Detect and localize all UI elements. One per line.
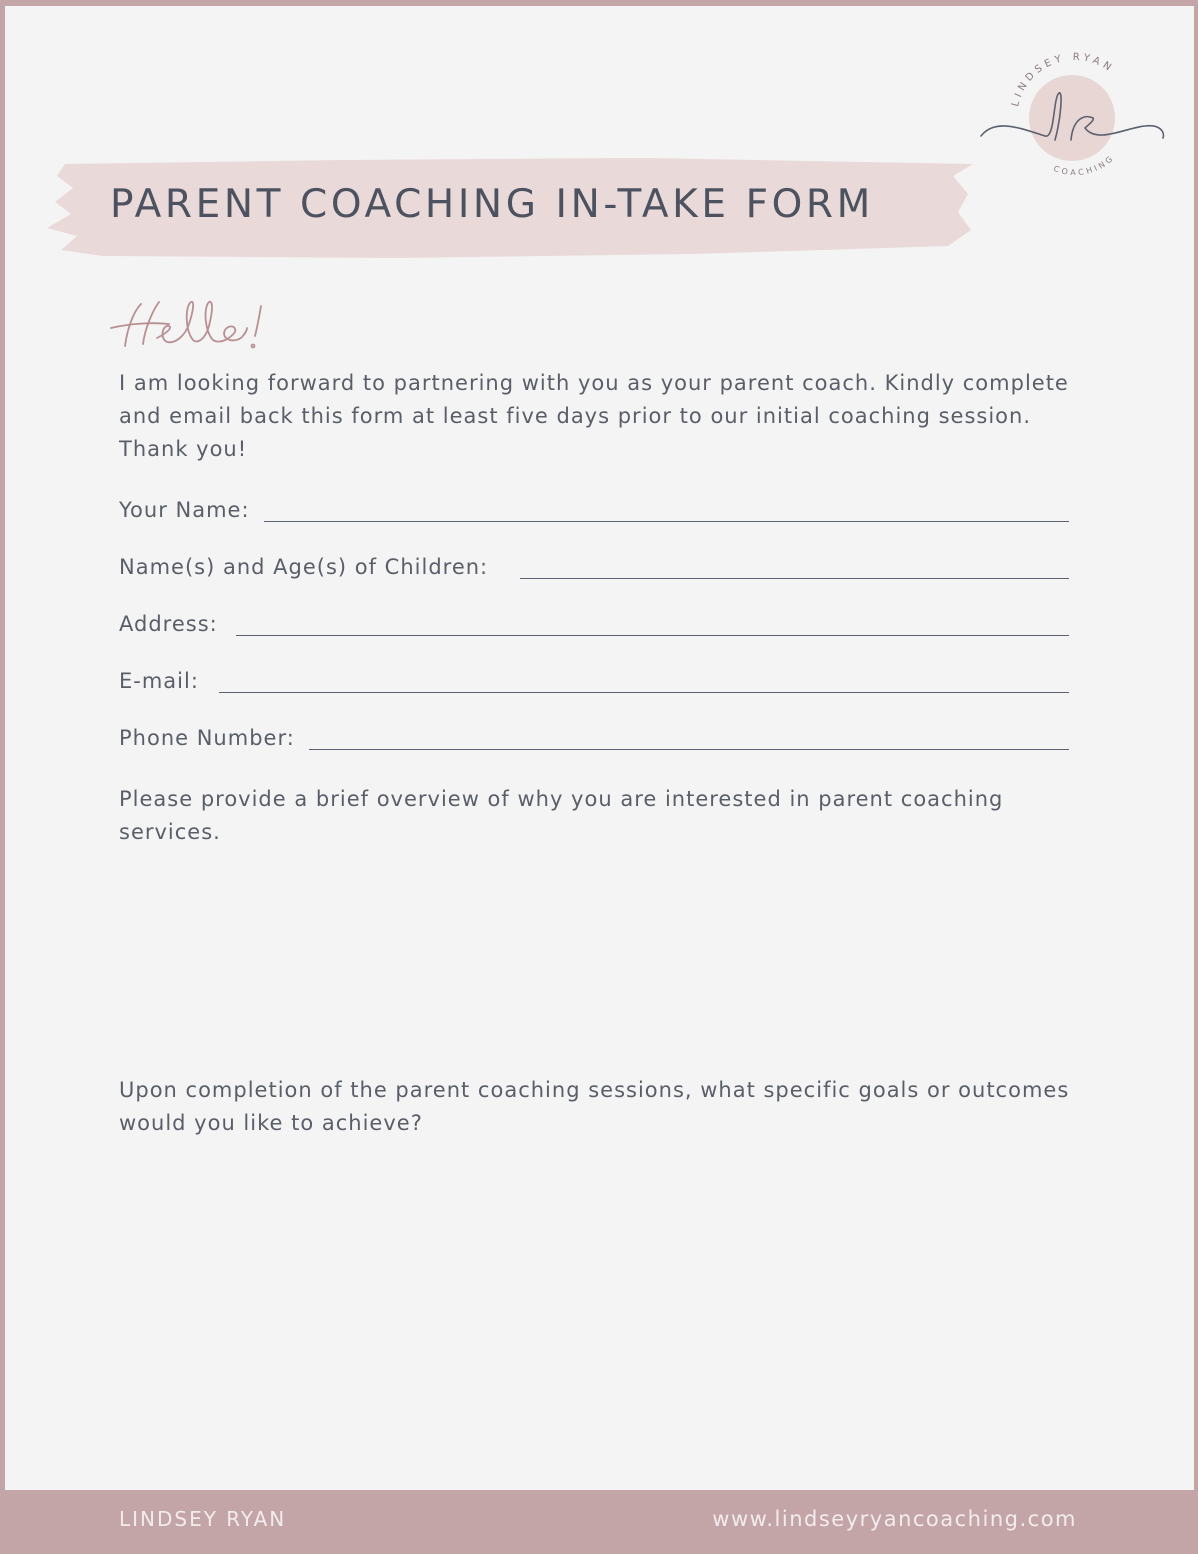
- logo-bottom-text: COACHING: [1052, 152, 1117, 178]
- phone-field[interactable]: [119, 718, 1069, 752]
- footer-brand: LINDSEY RYAN: [119, 1507, 287, 1531]
- form-page: [5, 6, 1194, 1490]
- form-title: PARENT COACHING IN-TAKE FORM: [110, 182, 874, 227]
- address-label: Address:: [119, 612, 218, 636]
- intro-paragraph: I am looking forward to partnering with you as your parent coach. Kindly complete and email back this form at least five days prior to our initial coaching session. Thank you!: [119, 371, 1069, 461]
- phone-input-line[interactable]: [309, 749, 1069, 750]
- goals-question: Upon completion of the parent coaching sessions, what specific goals or outcomes would you like to achieve?: [119, 1078, 1070, 1135]
- children-field[interactable]: [119, 547, 1069, 581]
- email-input-line[interactable]: [219, 692, 1069, 693]
- logo-top-text: LINDSEY RYAN: [1010, 51, 1117, 108]
- hello-script-strokes: [111, 302, 261, 348]
- your-name-input-line[interactable]: [264, 521, 1069, 522]
- logo-circle: [1029, 75, 1115, 161]
- phone-label: Phone Number:: [119, 726, 295, 750]
- footer: [0, 1490, 1198, 1554]
- email-label: E-mail:: [119, 669, 199, 693]
- overview-answer-area[interactable]: [119, 856, 1069, 1056]
- overview-question: Please provide a brief overview of why you are interested in parent coaching services.: [119, 787, 1004, 844]
- children-input-line[interactable]: [520, 578, 1069, 579]
- address-field[interactable]: [119, 604, 1069, 638]
- address-input-line[interactable]: [236, 635, 1069, 636]
- your-name-label: Your Name:: [119, 498, 250, 522]
- footer-website: www.lindseyryancoaching.com: [712, 1507, 1077, 1531]
- children-label: Name(s) and Age(s) of Children:: [119, 555, 489, 579]
- hello-text: Hello!: [200, 360, 204, 361]
- logo-monogram-text: lr: [1071, 154, 1073, 155]
- goals-answer-area[interactable]: [119, 1146, 1069, 1446]
- email-field[interactable]: [119, 661, 1069, 695]
- lindsey-ryan-logo: [975, 48, 1175, 188]
- hello-script: [107, 294, 297, 364]
- your-name-field[interactable]: [119, 490, 1069, 524]
